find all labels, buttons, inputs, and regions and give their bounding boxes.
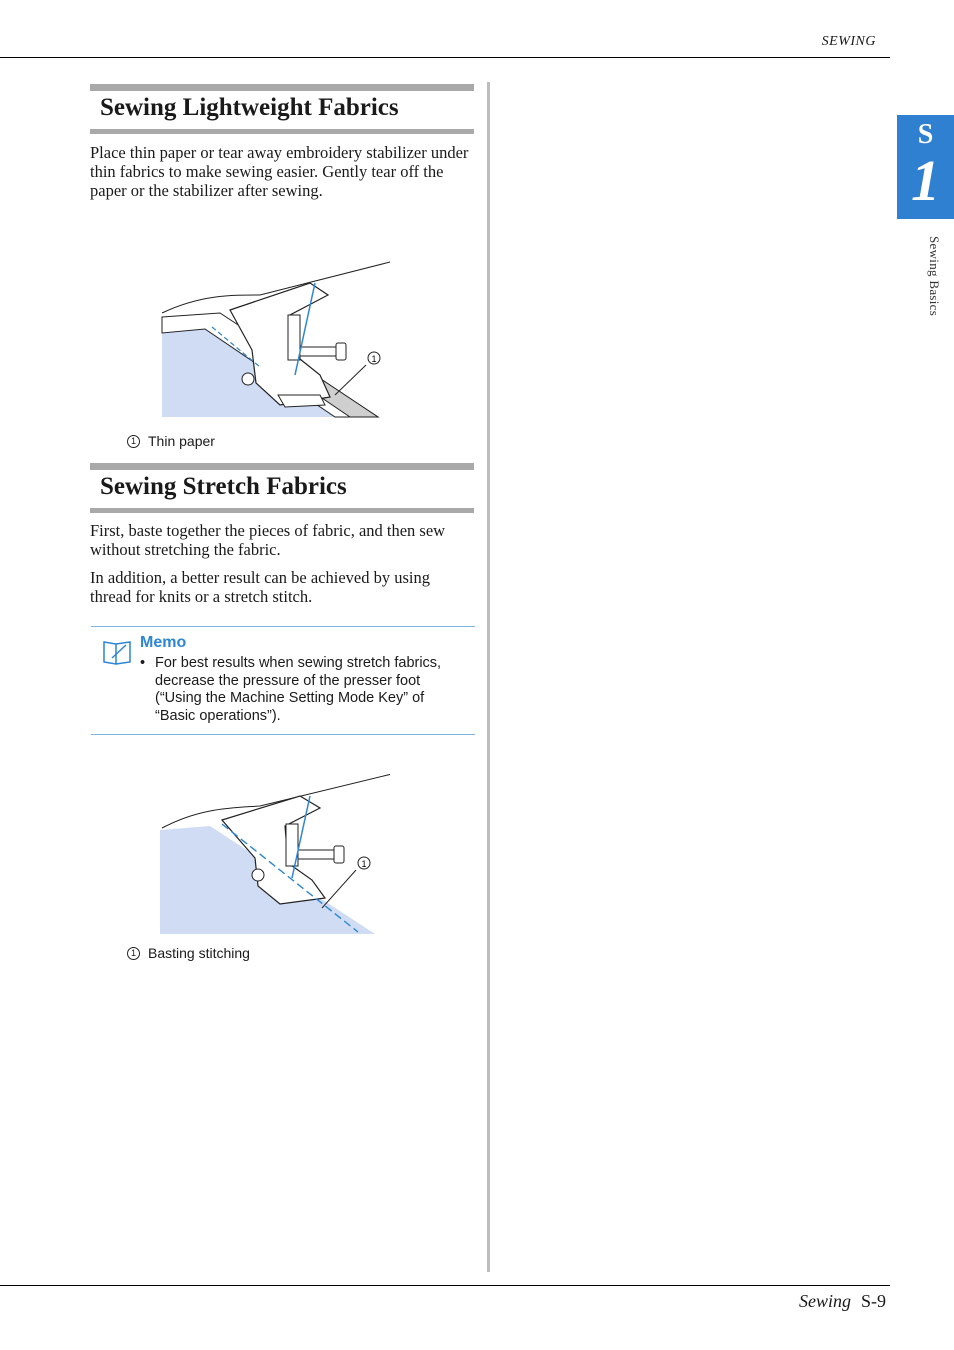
footer-chapter: Sewing — [798, 1291, 851, 1311]
stretch-paragraph-1: First, baste together the pieces of fabric, and then sew without stretching the fabric. — [90, 521, 446, 559]
memo-bullet: • — [140, 655, 146, 671]
needle-bar — [288, 315, 300, 360]
foot-screw — [242, 373, 254, 385]
screw-shaft — [300, 347, 340, 356]
chapter-letter: S — [917, 119, 934, 150]
caption-text: Basting stitching — [148, 945, 250, 961]
lightweight-paragraph: Place thin paper or tear away embroidery stabilizer under thin fabrics to make sewing easier. Gently tear off the paper or the stabilizer after sewing. — [90, 143, 469, 200]
heading-bar-bottom — [90, 508, 474, 513]
thin-paper-illustration — [160, 255, 390, 423]
chapter-number: 1 — [911, 148, 940, 213]
foot-screw — [252, 869, 264, 881]
stretch-paragraph-2: In addition, a better result can be achieved by using thread for knits or a stretch stitch. — [90, 568, 430, 606]
callout-number: 1 — [371, 354, 377, 364]
callout-leader — [335, 365, 366, 395]
memo-title: Memo — [140, 634, 187, 651]
heading-bar-top — [90, 463, 474, 470]
header-rule — [0, 57, 890, 58]
screw-knob — [336, 343, 346, 360]
foot-sole — [278, 395, 325, 407]
section-title: Sewing Lightweight Fabrics — [100, 94, 399, 121]
section-title: Sewing Stretch Fabrics — [100, 473, 347, 500]
page-footer — [799, 1291, 886, 1312]
section-heading-stretch — [90, 463, 474, 513]
running-header: SEWING — [821, 34, 876, 49]
caption-text: Thin paper — [148, 433, 215, 449]
basting-illustration — [160, 768, 390, 938]
callout-number: 1 — [361, 859, 367, 869]
figure-caption-thin-paper — [127, 433, 215, 449]
callout-leader — [322, 870, 356, 908]
screw-shaft — [298, 850, 338, 859]
page-number: S-9 — [860, 1291, 886, 1311]
footer-rule — [0, 1285, 890, 1286]
screw-knob — [334, 846, 344, 863]
column-divider — [487, 82, 490, 1272]
memo-item-text: For best results when sewing stretch fabrics, decrease the pressure of the presser foot (“Using the Machine Setting Mode Key” of “Basic operations”). — [155, 655, 442, 724]
section-heading-lightweight — [90, 84, 474, 134]
chapter-side-label: Sewing Basics — [927, 236, 942, 317]
figure-caption-basting — [127, 945, 250, 961]
chapter-tab[interactable] — [897, 115, 954, 219]
memo-item — [140, 655, 460, 725]
caption-number: 1 — [127, 435, 140, 448]
heading-bar-top — [90, 84, 474, 91]
memo-book-icon — [102, 638, 132, 666]
memo-box — [91, 626, 475, 735]
heading-bar-bottom — [90, 129, 474, 134]
caption-number: 1 — [127, 947, 140, 960]
